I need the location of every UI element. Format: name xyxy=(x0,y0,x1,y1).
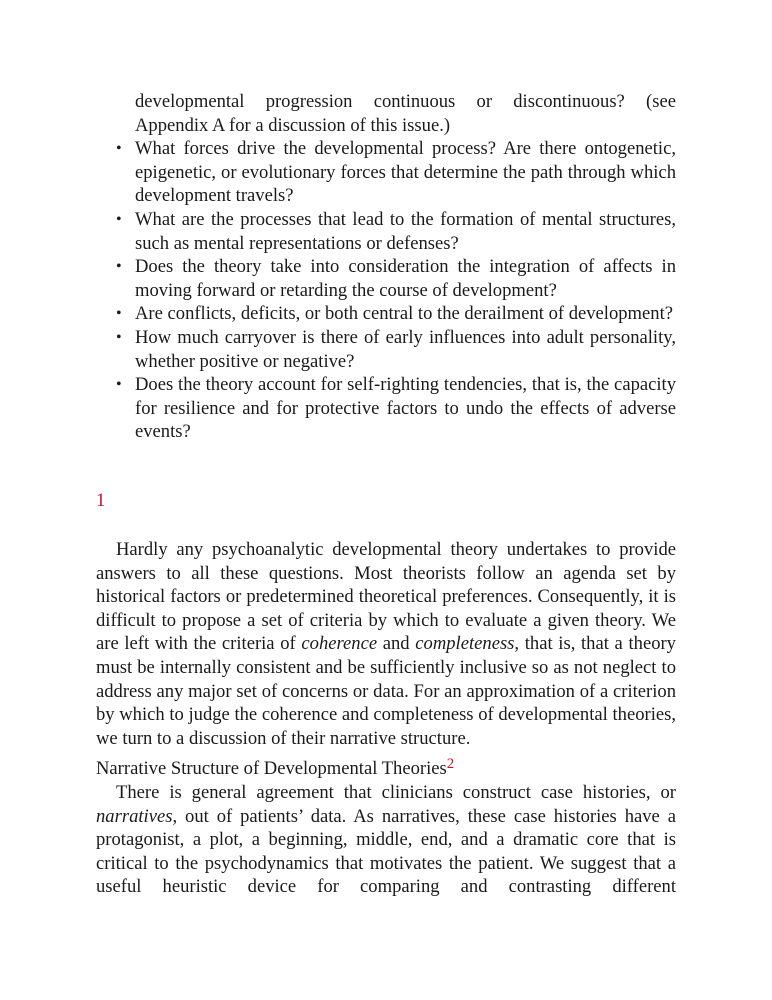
list-item: • Are conflicts, deficits, or both central to the derailment of development? xyxy=(96,302,676,326)
list-item: • Does the theory take into consideration the integration of affects in moving forward or retarding the course of development? xyxy=(96,255,676,302)
emphasis-coherence: coherence xyxy=(301,633,378,655)
paragraph-text: Hardly any psychoanalytic developmental theory undertakes to provide answers to all these questions. Most theorists follow an agenda set by historical factors or predetermined theoretical preferences. Consequently, it is difficult to propose a set of criteria by which to evaluate a given theory. We are left with the criteria of xyxy=(96,539,676,655)
section-heading-text: Narrative Structure of Developmental Theories xyxy=(96,758,447,779)
question-list xyxy=(96,90,676,444)
section-heading xyxy=(96,757,454,781)
continuation-line: developmental progression continuous or discontinuous? (see xyxy=(135,91,676,112)
paragraph-text: , that is, that a theory must be internally consistent and be sufficiently inclusive so as not neglect to address any major set of concerns or data. For an approximation of a criterion by which to judge the coherence and completeness of developmental theories, we turn to a discussion of their narrative structure. xyxy=(96,633,676,749)
continuation-line: Appendix A for a discussion of this issue.) xyxy=(135,114,451,136)
list-item: • What are the processes that lead to the formation of mental structures, such as mental representations or defenses? xyxy=(96,208,676,255)
footnote-link-1[interactable]: 1 xyxy=(96,490,106,511)
paragraph-text: , out of patients’ data. As narratives, these case histories have a protagonist, a plot, a beginning, middle, end, and a dramatic core that is critical to the psychodynamics that motivates the patient. We suggest that a useful heuristic device for comparing and contrasting different xyxy=(96,805,676,898)
emphasis-narratives: narratives xyxy=(96,805,173,827)
footnote-link-2[interactable]: 2 xyxy=(446,756,455,772)
body-paragraph xyxy=(96,538,676,750)
list-item: • What forces drive the developmental process? Are there ontogenetic, epigenetic, or evolutionary forces that determine the path through which development travels? xyxy=(96,137,676,208)
list-item: • Does the theory account for self-righting tendencies, that is, the capacity for resilience and for protective factors to undo the effects of adverse events? xyxy=(96,373,676,444)
body-paragraph xyxy=(96,781,676,899)
list-item: • How much carryover is there of early influences into adult personality, whether positive or negative? xyxy=(96,326,676,373)
paragraph-text: There is general agreement that clinicians construct case histories, or xyxy=(116,782,676,803)
paragraph-text: and xyxy=(377,633,416,655)
emphasis-completeness: completeness xyxy=(415,633,515,655)
